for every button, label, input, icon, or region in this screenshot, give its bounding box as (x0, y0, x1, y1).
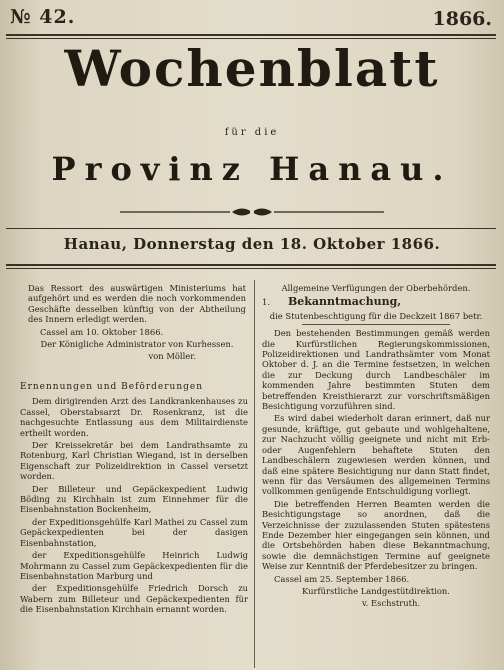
dateline-rule-top (6, 228, 496, 229)
paragraph: Es wird dabei wiederholt daran erinnert, daß nur gesunde, kräftige, gut gebaute und wohlgehaltene, zur Nachzucht völlig geeignete und nicht mit Erb- oder Augenfehlern behaftete Stuten den Landbeschälern zugewiesen werden können, und daß eine spätere Besichtigung nur dann Statt findet, wenn für das Versäumen des allgemeinen Termins vollkommen genügende Entschuldigung vorliegt. (262, 413, 490, 497)
announcement-subject: die Stutenbeschtigung für die Deckzeit 1867 betr. (269, 310, 483, 321)
announcement-heading (262, 297, 490, 307)
paragraph: der Expeditionsgehülfe Friedrich Dorsch zu Wabern zum Billeteur und Gepäckexpedienten für die Eisenbahnstation Kirchhain ernannt worden. (20, 583, 248, 615)
announcement-title: Bekanntmachung, (288, 295, 402, 309)
paragraph: der Expeditionsgehülfe Karl Mathei zu Cassel zum Gepäckexpedienten bei der dasigen Eisenbahnstation, (20, 516, 248, 548)
masthead-title: Wochenblatt (64, 39, 440, 98)
masthead-fuer-die: für die (224, 127, 280, 138)
left-column-appointments (20, 382, 248, 617)
paragraph: der Expeditionsgehülfe Heinrich Ludwig Mohrmann zu Cassel zum Gepäckexpedienten für die Eisenbahnstation Marburg und (20, 550, 248, 581)
paragraph: Der Kreissekretär bei dem Landrathsamte zu Rotenburg, Karl Christian Wiegand, ist in derselben Eigenschaft zur Polizeidirektion in Cassel versetzt worden. (20, 440, 248, 482)
paragraph: Der Billeteur und Gepäckexpedient Ludwig Böding zu Kirchhain ist zum Einnehmer für die Eisenbahnstation Bockenheim, (20, 483, 248, 515)
notice-text: Das Ressort des auswärtigen Ministeriums hat aufgehört und es werden die noch vorkommenden Geschäfte desselben künftig von der Abtheilung des Innern erledigt werden. (28, 283, 246, 325)
left-column-notice (28, 283, 246, 364)
issue-number: № 42. (10, 6, 76, 28)
announcement-place-date: Cassel am 25. September 1866. (274, 573, 410, 584)
notice-place-date: Cassel am 10. Oktober 1866. (40, 326, 164, 337)
paragraph: Dem dirigirenden Arzt des Landkrankenhauses zu Cassel, Oberstabsarzt Dr. Rosenkranz, ist die nachgesuchte Entlassung aus dem Militairdienste ertheilt worden. (20, 396, 248, 438)
announcement-authority: Kurfürstliche Landgestütdirektion. (302, 585, 450, 596)
notice-signature: von Möller. (148, 351, 196, 362)
masthead-province: Provinz Hanau. (51, 150, 453, 188)
announcement-number: 1. (262, 297, 270, 308)
dateline-rule-bottom (6, 264, 496, 266)
announcement-signature: v. Eschstruth. (361, 598, 421, 609)
paragraph: Die betreffenden Herren Beamten werden die Besichtigungstage so anordnen, daß die Verzeichnisse der zuzulassenden Stuten spätestens Ende Dezember hier eingegangen sein können, und die Ortsbehörden haben diese Bekanntmachung, sowie die demnächstigen Termine auf geeignete Weise zur Kenntniß der Pferdebesitzer zu bringen. (262, 498, 490, 572)
ornament-divider-icon (120, 205, 384, 219)
issue-year: 1866. (432, 8, 492, 30)
dateline-rule-bottom-thin (6, 268, 496, 269)
section-heading: Ernennungen und Beförderungen (20, 382, 203, 392)
header-rule-top (6, 34, 496, 36)
column-divider (254, 280, 255, 668)
notice-signature-line: Der Königliche Administrator von Kurhessen. (40, 339, 234, 350)
paragraph: Den bestehenden Bestimmungen gemäß werden die Kurfürstlichen Regierungskommissionen, Polizeidirektionen und Landrathsämter vom Monat Oktober d. J. an die Termine festsetzen, in welchen die zur Deckung durch Landbeschäler im kommenden Jahre bestimmten Stuten dem betreffenden Kreisthierarzt zur vorschriftsmäßigen Besichtigung vorzuführen sind. (262, 328, 490, 412)
ordinances-heading: Allgemeine Verfügungen der Oberbehörden. (281, 283, 471, 293)
subject-rule (302, 324, 450, 325)
dateline: Hanau, Donnerstag den 18. Oktober 1866. (63, 235, 441, 253)
right-column (262, 283, 490, 611)
